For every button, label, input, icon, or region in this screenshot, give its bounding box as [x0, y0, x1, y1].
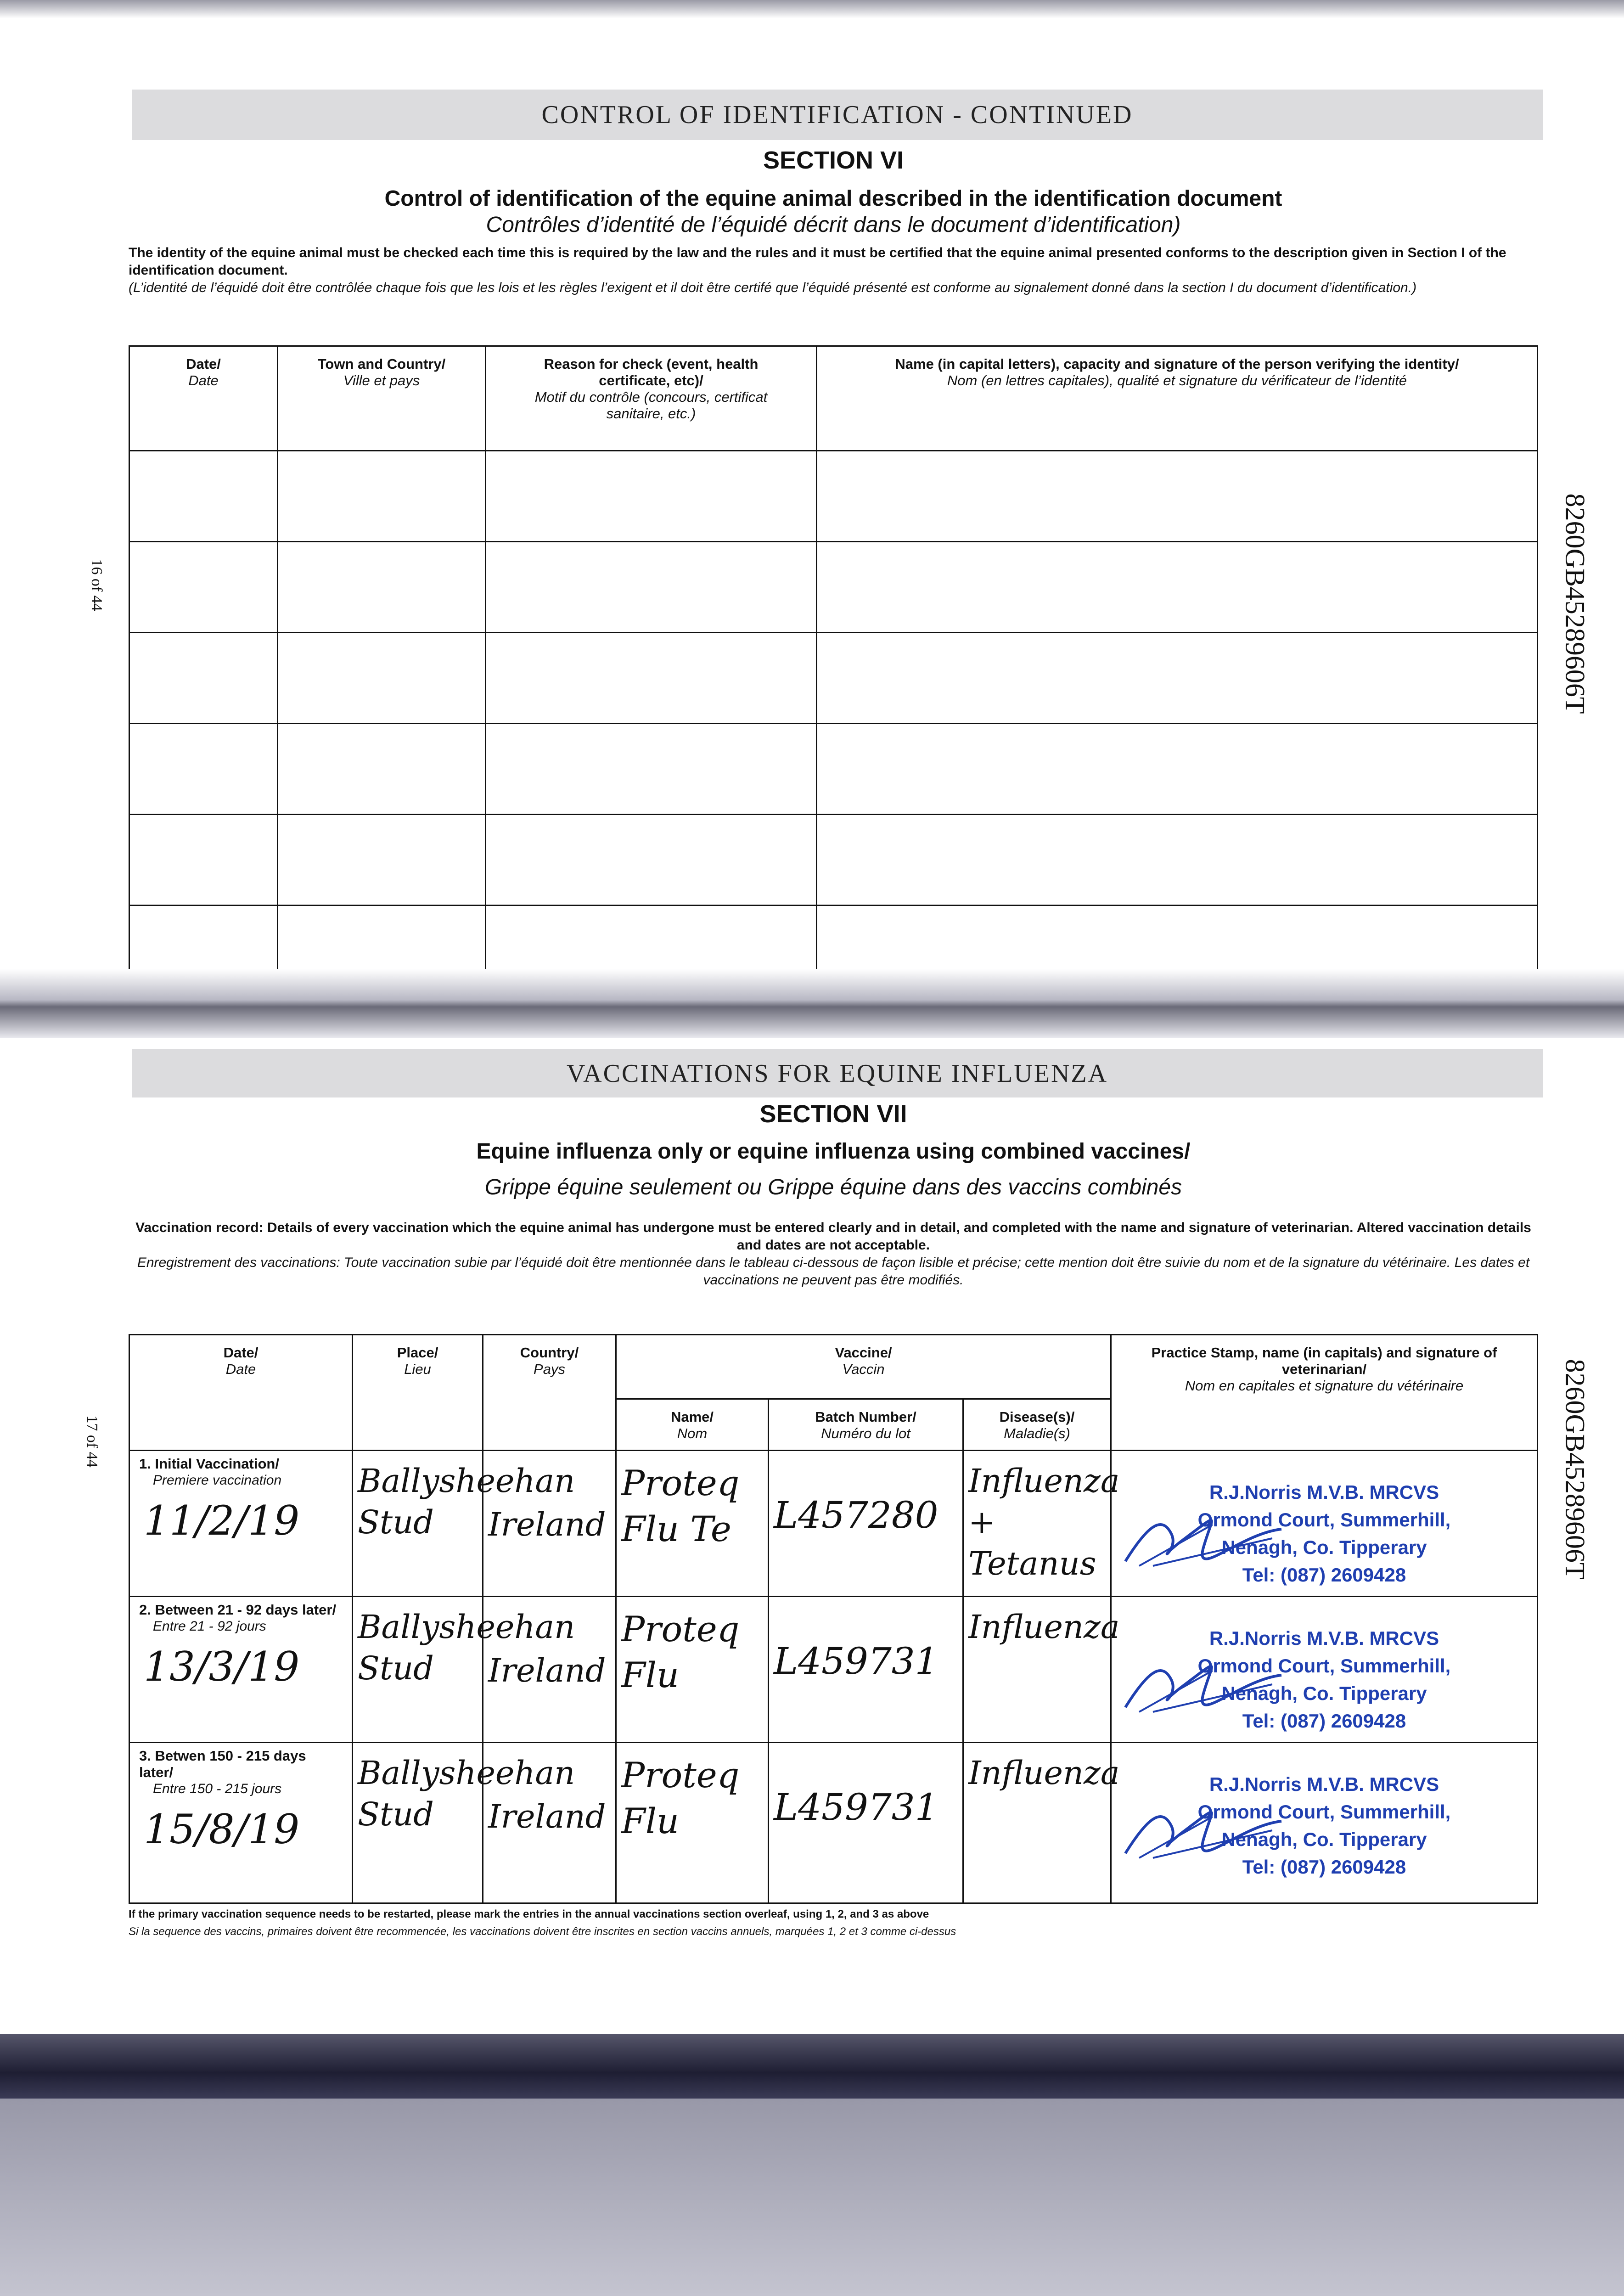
header-date: Date/ Date — [129, 1335, 353, 1451]
footnote-fr: Si la sequence des vaccins, primaires doivent être recommencée, les vaccinations doivent être inscrites en section vaccins annuels, marquées 1, 2 et 3 comme ci-dessus — [129, 1925, 956, 1938]
scan-top-edge — [0, 0, 1624, 18]
header-disease: Disease(s)/ Maladie(s) — [963, 1399, 1111, 1451]
table-row — [129, 451, 1538, 542]
table-header — [129, 346, 1538, 451]
row-label-fr: Entre 21 - 92 jours — [153, 1619, 266, 1634]
row-label: 1. Initial Vaccination/ — [139, 1456, 279, 1472]
stamp-name: R.J.Norris M.V.B. MRCVS — [1209, 1773, 1439, 1795]
batch-number: L459731 — [769, 1743, 963, 1903]
batch-number: L457280 — [769, 1451, 963, 1597]
batch-number: L459731 — [769, 1597, 963, 1743]
page-fold-shadow — [0, 969, 1624, 1038]
row-label: 2. Between 21 - 92 days later/ — [139, 1602, 337, 1618]
header-name: Name/ Nom — [616, 1399, 769, 1451]
table-row — [129, 724, 1538, 815]
section-subtitle-fr: Contrôles d’identité de l’équidé décrit dans le document d’identification) — [486, 213, 1181, 237]
vaccination-date: 11/2/19 — [144, 1497, 300, 1544]
stamp-address-1: Ormond Court, Summerhill, — [1197, 1509, 1451, 1531]
table-row — [129, 815, 1538, 906]
vaccination-row — [129, 1743, 1538, 1903]
vaccination-date: 15/8/19 — [144, 1806, 300, 1853]
vaccination-country: Ireland — [483, 1451, 616, 1597]
document-code: 8260GB45289606T — [1560, 1359, 1590, 1580]
vaccine-name: Proteq Flu — [616, 1743, 769, 1903]
instructions — [129, 1219, 1538, 1289]
section-subtitle: Equine influenza only or equine influenza using combined vaccines/ — [476, 1139, 1191, 1164]
section-subtitle-fr: Grippe équine seulement ou Grippe équine dans des vaccins combinés — [484, 1175, 1182, 1199]
stamp-name: R.J.Norris M.V.B. MRCVS — [1209, 1627, 1439, 1649]
vaccination-table — [129, 1334, 1538, 1904]
stamp-telephone: Tel: (087) 2609428 — [1242, 1564, 1406, 1586]
vaccination-country: Ireland — [483, 1597, 616, 1743]
vaccine-name: Proteq Flu Te — [616, 1451, 769, 1597]
instructions-en: Vaccination record: Details of every vaccination which the equine animal has undergone must be entered clearly and in detail, and completed with the name and signature of veterinarian. Altered vaccination details and dates are not acceptable. — [135, 1220, 1531, 1253]
identity-check-table — [129, 345, 1538, 997]
vaccination-country: Ireland — [483, 1743, 616, 1903]
veterinarian-signature — [1121, 1798, 1286, 1863]
disease: Influenza + Tetanus — [963, 1451, 1111, 1597]
row-label: 3. Betwen 150 - 215 days later/ — [139, 1748, 306, 1780]
date-cell — [129, 1451, 353, 1597]
vaccination-row — [129, 1451, 1538, 1597]
page-number: 17 of 44 — [84, 1415, 101, 1468]
row-label-fr: Entre 150 - 215 jours — [153, 1781, 282, 1796]
section-title: SECTION VI — [763, 146, 904, 174]
table-row — [129, 542, 1538, 633]
instructions-fr: Enregistrement des vaccinations: Toute vaccination subie par l’équidé doit être mentionnée dans le tableau ci-dessous de façon lisible et précise; cette mention doit être suivie du nom et de la signature du vétérinaire. Les dates et vaccinations ne peuvent pas être modifiés. — [137, 1255, 1530, 1288]
book-cover-edge — [0, 2034, 1624, 2099]
header-town: Town and Country/ Ville et pays — [278, 346, 486, 451]
header-date: Date/ Date — [129, 346, 278, 451]
header-verifier: Name (in capital letters), capacity and signature of the person verifying the identity/ Nom (en lettres capitales), qualité et signature du vérificateur de l’identité — [817, 346, 1538, 451]
disease: Influenza — [963, 1743, 1111, 1903]
vaccine-name: Proteq Flu — [616, 1597, 769, 1743]
stamp-address-1: Ormond Court, Summerhill, — [1197, 1655, 1451, 1677]
footnote — [129, 1906, 956, 1941]
instructions-fr: (L’identité de l’équidé doit être contrôlée chaque fois que les lois et les règles l’exigent et il doit être certifé que l’équidé présenté est conforme au signalement donné dans la section I du document d’identification.) — [129, 280, 1417, 295]
band-title: CONTROL OF IDENTIFICATION - CONTINUED — [541, 101, 1133, 129]
stamp-address-1: Ormond Court, Summerhill, — [1197, 1801, 1451, 1823]
document-code: 8260GB45289606T — [1560, 493, 1590, 714]
vaccination-place: Ballysheehan Stud — [353, 1597, 483, 1743]
practice-stamp — [1111, 1743, 1538, 1903]
vaccination-place: Ballysheehan Stud — [353, 1451, 483, 1597]
header-batch: Batch Number/ Numéro du lot — [769, 1399, 963, 1451]
header-vaccine: Vaccine/ Vaccin — [616, 1335, 1111, 1399]
date-cell — [129, 1743, 353, 1903]
header-country: Country/ Pays — [483, 1335, 616, 1451]
disease: Influenza — [963, 1597, 1111, 1743]
vaccination-row — [129, 1597, 1538, 1743]
section-subtitle: Control of identification of the equine animal described in the identification document — [384, 186, 1282, 211]
header-place: Place/ Lieu — [353, 1335, 483, 1451]
table-row — [129, 633, 1538, 724]
vaccination-date: 13/3/19 — [144, 1643, 300, 1690]
instructions — [129, 244, 1538, 297]
instructions-en: The identity of the equine animal must be checked each time this is required by the law and the rules and it must be certified that the equine animal presented conforms to the description given in Section I of the identification document. — [129, 245, 1506, 278]
table-header — [129, 1335, 1538, 1399]
section-band — [132, 1049, 1543, 1097]
header-reason: Reason for check (event, health certificate, etc)/ Motif du contrôle (concours, certificat sanitaire, etc.) — [486, 346, 817, 451]
section-band — [132, 90, 1543, 140]
practice-stamp — [1111, 1597, 1538, 1743]
stamp-telephone: Tel: (087) 2609428 — [1242, 1856, 1406, 1878]
practice-stamp — [1111, 1451, 1538, 1597]
stamp-address-2: Nenagh, Co. Tipperary — [1221, 1536, 1427, 1558]
stamp-telephone: Tel: (087) 2609428 — [1242, 1710, 1406, 1732]
section-title: SECTION VII — [759, 1100, 907, 1128]
date-cell — [129, 1597, 353, 1743]
veterinarian-signature — [1121, 1652, 1286, 1716]
header-stamp: Practice Stamp, name (in capitals) and signature of veterinarian/ Nom en capitales et signature du vétérinaire — [1111, 1335, 1538, 1451]
vaccination-place: Ballysheehan Stud — [353, 1743, 483, 1903]
footnote-en: If the primary vaccination sequence needs to be restarted, please mark the entries in the annual vaccinations section overleaf, using 1, 2, and 3 as above — [129, 1908, 929, 1920]
stamp-address-2: Nenagh, Co. Tipperary — [1221, 1683, 1427, 1704]
row-label-fr: Premiere vaccination — [153, 1473, 282, 1488]
band-title: VACCINATIONS FOR EQUINE INFLUENZA — [566, 1059, 1108, 1088]
veterinarian-signature — [1121, 1506, 1286, 1570]
stamp-address-2: Nenagh, Co. Tipperary — [1221, 1829, 1427, 1850]
scan-background — [0, 2099, 1624, 2296]
page-number: 16 of 44 — [88, 559, 105, 611]
stamp-name: R.J.Norris M.V.B. MRCVS — [1209, 1481, 1439, 1503]
